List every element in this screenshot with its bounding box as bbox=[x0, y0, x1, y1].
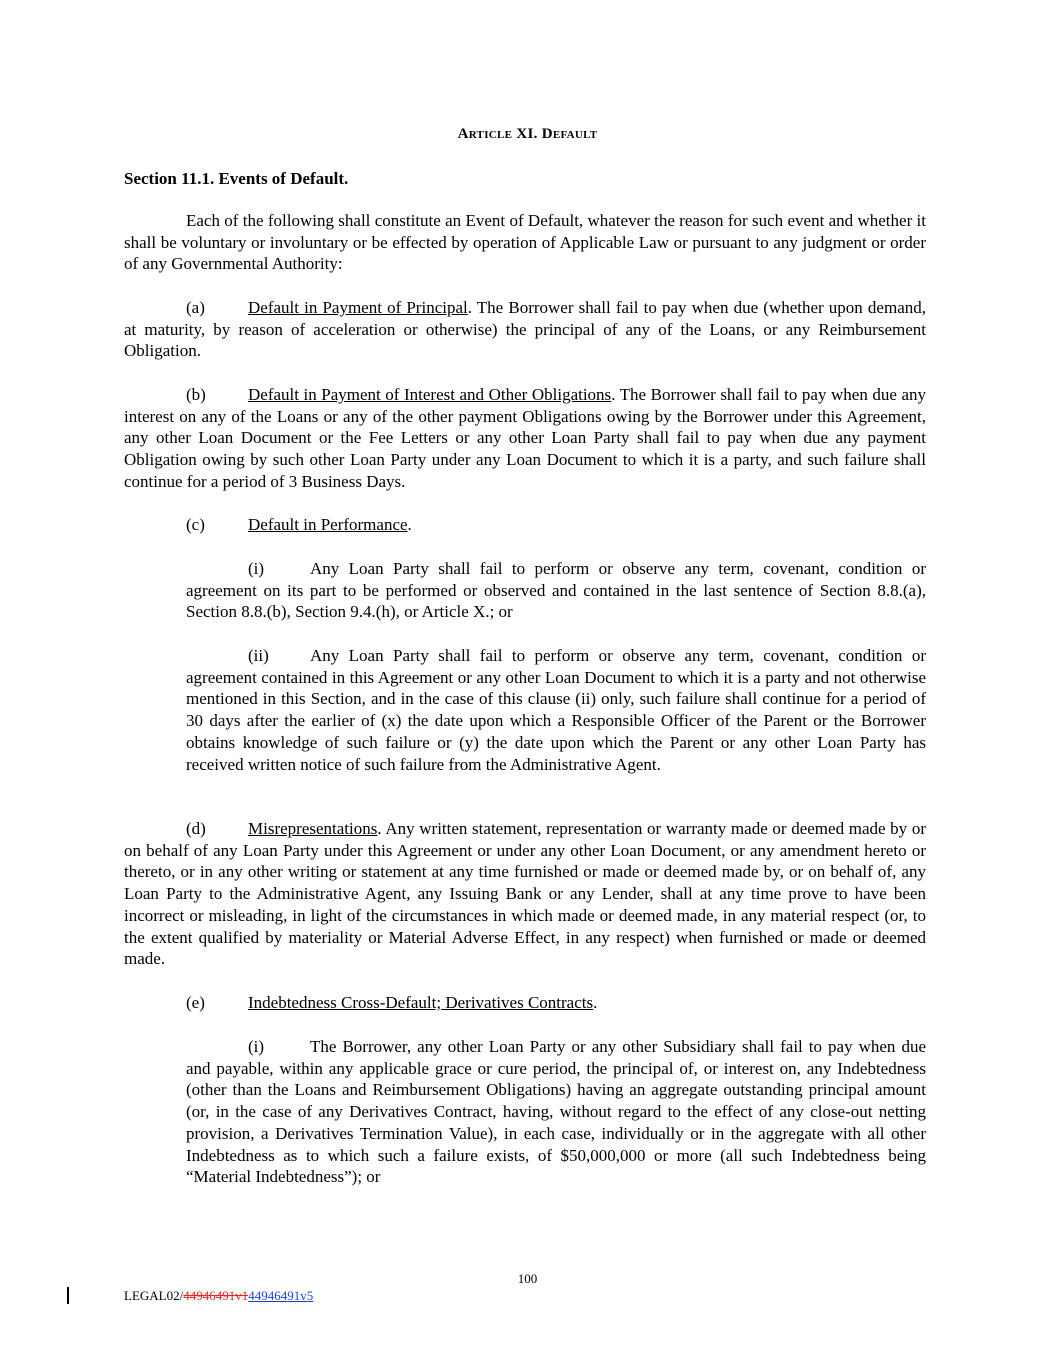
item-b-paragraph bbox=[124, 384, 926, 493]
item-c-i-text: Any Loan Party shall fail to perform or observe any term, covenant, condition or agreement on its part to be performed or observed and contained in the last sentence of Section 8.8.(a), Section 8.8.(b), Section 9.4.(h), or Article X.; or bbox=[186, 559, 926, 622]
item-c-heading: Default in Performance bbox=[248, 515, 408, 534]
item-a-heading: Default in Payment of Principal bbox=[248, 298, 468, 317]
item-d-label: (d) bbox=[186, 819, 206, 838]
item-e-i-paragraph bbox=[186, 1036, 926, 1188]
item-b-label: (b) bbox=[186, 385, 206, 404]
item-a-paragraph bbox=[124, 297, 926, 362]
item-c-i-paragraph bbox=[186, 558, 926, 623]
item-e-heading: Indebtedness Cross-Default; Derivatives Contracts bbox=[248, 993, 594, 1012]
item-d-text: . Any written statement, representation or warranty made or deemed made by or on behalf of any Loan Party under this Agreement or under any other Loan Document, or any amendment hereto or thereto, or in any other writing or statement at any time furnished or made or deemed made by, or on behalf of, any Loan Party to the Administrative Agent, any Issuing Bank or any Lender, shall at any time prove to have been incorrect or misleading, in light of the circumstances in which made or deemed made, in any material respect (or, to the extent qualified by materiality or Material Adverse Effect, in any respect) when furnished or made or deemed made. bbox=[124, 819, 926, 969]
page-number: 100 bbox=[517, 1271, 538, 1286]
item-c-ii-text: Any Loan Party shall fail to perform or observe any term, covenant, condition or agreement contained in this Agreement or any other Loan Document to which it is a party and not otherwise mentioned in this Section, and in the case of this clause (ii) only, such failure shall continue for a period of 30 days after the earlier of (x) the date upon which a Responsible Officer of the Parent or the Borrower obtains knowledge of such failure or (y) the date upon which the Parent or any other Loan Party has received written notice of such failure from the Administrative Agent. bbox=[186, 646, 926, 774]
item-d-heading: Misrepresentations bbox=[248, 819, 378, 838]
item-c-label: (c) bbox=[186, 515, 205, 534]
footer-prefix: LEGAL02/ bbox=[124, 1288, 184, 1303]
item-c-i-label: (i) bbox=[248, 559, 265, 578]
item-e-label: (e) bbox=[186, 993, 205, 1012]
footer-inserted-version: 44946491v5 bbox=[248, 1288, 314, 1303]
item-e-paragraph bbox=[124, 992, 926, 1014]
item-b-heading: Default in Payment of Interest and Other Obligations bbox=[248, 385, 612, 404]
item-a-label: (a) bbox=[186, 298, 205, 317]
item-e-i-label: (i) bbox=[248, 1037, 265, 1056]
footer-deleted-version: 44946491v1 bbox=[183, 1288, 249, 1303]
section-heading: Section 11.1. Events of Default. bbox=[124, 169, 349, 188]
article-title: Article XI. Default bbox=[457, 126, 598, 142]
intro-paragraph: Each of the following shall constitute an Event of Default, whatever the reason for such event and whether it shall be voluntary or involuntary or be effected by operation of Applicable Law or pursuant to any judgment or order of any Governmental Authority: bbox=[124, 211, 926, 274]
item-e-i-text: The Borrower, any other Loan Party or any other Subsidiary shall fail to pay when due and payable, within any applicable grace or cure period, the principal of, or interest on, any Indebtedness (other than the Loans and Reimbursement Obligations) having an aggregate outstanding principal amount (or, in the case of any Derivatives Contract, having, without regard to the effect of any close-out netting provision, a Derivatives Termination Value), in each case, individually or in the aggregate with all other Indebtedness as to which such a failure exists, of $50,000,000 or more (all such Indebtedness being “Material Indebtedness”); or bbox=[186, 1037, 926, 1187]
item-c-ii-paragraph bbox=[186, 645, 926, 775]
item-e-text: . bbox=[593, 993, 598, 1012]
item-d-paragraph bbox=[124, 818, 926, 970]
item-c-paragraph bbox=[124, 514, 926, 536]
item-c-ii-label: (ii) bbox=[248, 646, 269, 665]
footer-doc-id bbox=[124, 1288, 313, 1304]
change-bar bbox=[67, 1287, 69, 1304]
item-a-text: . The Borrower shall fail to pay when due (whether upon demand, at maturity, by reason of acceleration or otherwise) the principal of any of the Loans, or any Reimbursement Obligation. bbox=[124, 298, 926, 361]
item-b-text: . The Borrower shall fail to pay when due any interest on any of the Loans or any of the other payment Obligations owing by the Borrower under this Agreement, any other Loan Document or the Fee Letters or any other Loan Party shall fail to pay when due any payment Obligation owing by such other Loan Party under any Loan Document to which it is a party, and such failure shall continue for a period of 3 Business Days. bbox=[124, 385, 926, 491]
item-c-text: . bbox=[407, 515, 412, 534]
